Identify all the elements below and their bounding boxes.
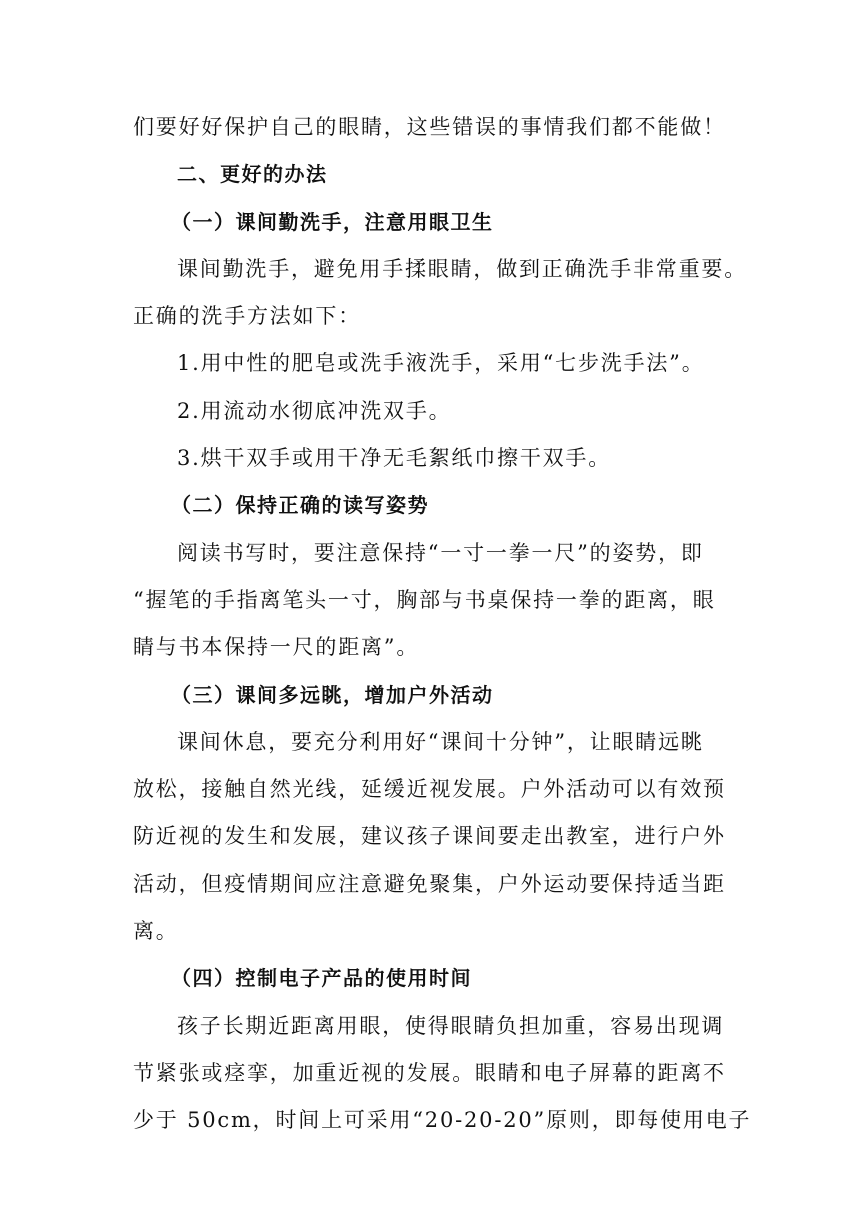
paragraph-line: 课间休息，要充分利用好“课间十分钟”，让眼睛远眺 [177,729,704,754]
subsection-heading: （三）课间多远眺，增加户外活动 [171,682,494,707]
paragraph-line: 睛与书本保持一尺的距离”。 [133,635,420,660]
section-heading: 二、更好的办法 [177,162,328,187]
paragraph-line: 放松，接触自然光线，延缓近视发展。户外活动可以有效预 [133,777,726,802]
subsection-heading: （一）课间勤洗手，注意用眼卫生 [171,209,494,234]
list-item: 3.烘干双手或用干净无毛絮纸巾擦干双手。 [177,446,612,471]
subsection-heading: （二）保持正确的读写姿势 [171,493,429,518]
paragraph-line: 少于 50cm，时间上可采用“20-20-20”原则，即每使用电子 [133,1108,752,1133]
paragraph-line: 活动，但疫情期间应注意避免聚集，户外运动要保持适当距 [133,871,726,896]
paragraph-line: 课间勤洗手，避免用手揉眼睛，做到正确洗手非常重要。 [177,256,747,281]
paragraph-line: 防近视的发生和发展，建议孩子课间要走出教室，进行户外 [133,824,726,849]
paragraph-line: “握笔的手指离笔头一寸，胸部与书桌保持一拳的距离，眼 [133,587,716,612]
list-item: 2.用流动水彻底冲洗双手。 [177,398,452,423]
paragraph-line: 节紧张或痉挛，加重近视的发展。眼睛和电子屏幕的距离不 [133,1060,726,1085]
paragraph-line: 孩子长期近距离用眼，使得眼睛负担加重，容易出现调 [177,1013,725,1038]
subsection-heading: （四）控制电子产品的使用时间 [171,966,472,991]
paragraph-line: 阅读书写时，要注意保持“一寸一拳一尺”的姿势，即 [177,540,704,565]
list-item: 1.用中性的肥皂或洗手液洗手，采用“七步洗手法”。 [177,351,705,376]
paragraph-line: 离。 [133,919,179,944]
paragraph-line: 们要好好保护自己的眼睛，这些错误的事情我们都不能做！ [133,115,726,139]
paragraph-line: 正确的洗手方法如下： [133,304,361,329]
document-body [133,104,752,1145]
